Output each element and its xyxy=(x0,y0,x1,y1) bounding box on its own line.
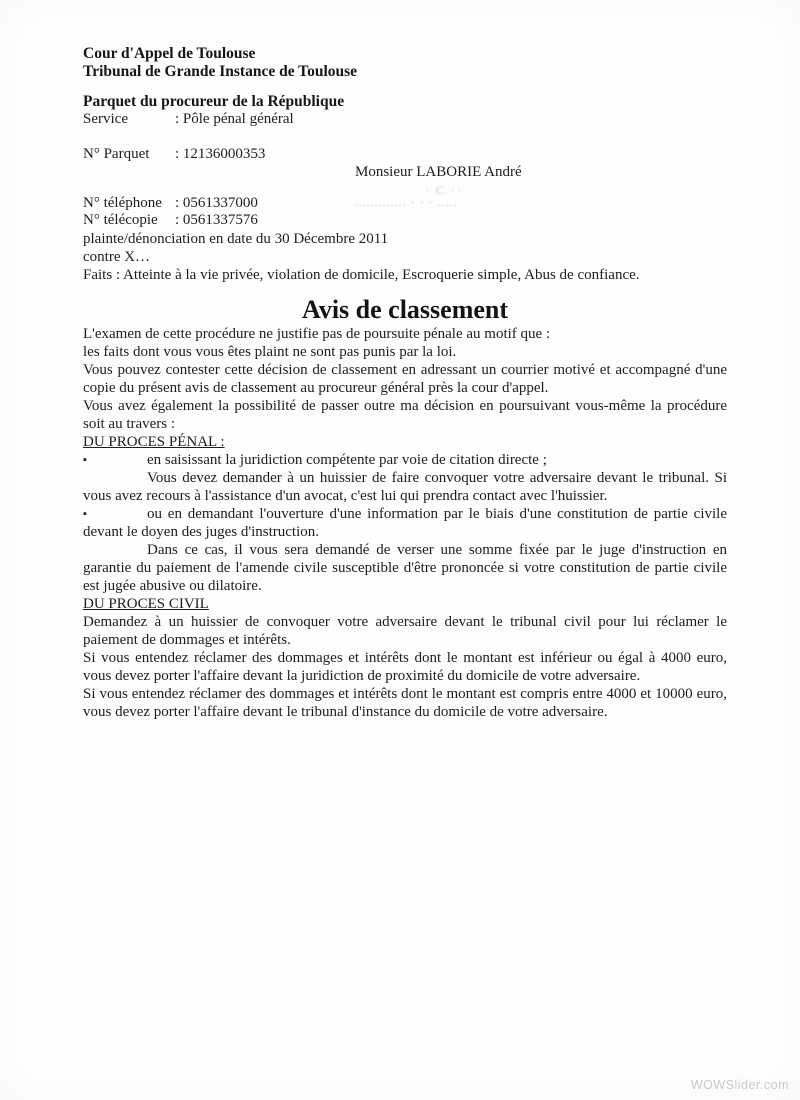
recipient-name: Monsieur LABORIE André xyxy=(355,164,522,180)
field-phone-value: : 0561337000 xyxy=(175,194,258,211)
penal-bullet-1-text: en saisissant la juridiction compétente par voie de citation directe ; xyxy=(147,451,547,468)
penal-paragraph-2: Dans ce cas, il vous sera demandé de verser une somme fixée par le juge d'instruction en garantie du paiement de l'amende civile susceptible d'être prononcée si votre constitution de partie civile est jugée abusive ou dilatoire. xyxy=(83,541,727,594)
field-parquet-value: : 12136000353 xyxy=(175,146,266,162)
penal-bullet-2 xyxy=(83,505,727,541)
against-line: contre X… xyxy=(83,248,151,265)
field-parquet-label: N° Parquet xyxy=(83,146,150,162)
recipient-block xyxy=(355,164,615,209)
facts-line: Faits : Atteinte à la vie privée, violation de domicile, Escroquerie simple, Abus de confiance. xyxy=(83,266,640,283)
bullet-square-icon: ▪ xyxy=(83,453,87,466)
field-service-value: : Pôle pénal général xyxy=(175,110,294,127)
pursue-paragraph: Vous avez également la possibilité de passer outre ma décision en poursuivant vous-même la procédure soit au travers : xyxy=(83,397,727,432)
field-service xyxy=(83,111,727,129)
field-fax-label: N° télécopie xyxy=(83,212,158,228)
motif-paragraph: les faits dont vous vous êtes plaint ne sont pas punis par la loi. xyxy=(83,343,457,360)
redacted-address-dots: ............. · · · ..... xyxy=(355,198,458,209)
document-title: Avis de classement xyxy=(301,294,509,324)
civil-paragraph-3: Si vous entendez réclamer des dommages et intérêts dont le montant est compris entre 4000 et 10000 euro, vous devez porter l'affaire devant le tribunal d'instance du domicile de votre adversaire. xyxy=(83,685,727,720)
wowslider-watermark: WOWSlider.com xyxy=(690,1078,789,1092)
civil-paragraph-2: Si vous entendez réclamer des dommages et intérêts dont le montant est inférieur ou égal à 4000 euro, vous devez porter l'affaire devant la juridiction de proximité du domicile de votre adversaire. xyxy=(83,649,727,684)
bullet-square-icon: ▪ xyxy=(83,507,87,520)
field-fax-value: : 0561337576 xyxy=(175,212,258,228)
letter-body xyxy=(83,230,727,721)
field-parquet xyxy=(83,146,727,164)
letterhead xyxy=(83,45,727,80)
redacted-address-smudge: · C ·· xyxy=(425,183,463,197)
penal-bullet-1 xyxy=(83,451,727,469)
complaint-date-line: plainte/dénonciation en date du 30 Décembre 2011 xyxy=(83,230,389,247)
field-fax xyxy=(83,212,727,230)
field-phone-label: N° téléphone xyxy=(83,194,162,211)
civil-section-heading: DU PROCES CIVIL xyxy=(83,595,209,612)
field-service-label: Service xyxy=(83,110,128,127)
penal-section-heading: DU PROCES PÉNAL : xyxy=(83,433,225,450)
penal-paragraph-1: Vous devez demander à un huissier de faire convoquer votre adversaire devant le tribunal. Si vous avez recours à l'assistance d'un avocat, c'est lui qui prendra contact avec l'huissier. xyxy=(83,469,727,504)
court-line-2: Tribunal de Grande Instance de Toulouse xyxy=(83,62,358,80)
office-name: Parquet du procureur de la République xyxy=(83,93,345,110)
contest-paragraph: Vous pouvez contester cette décision de classement en adressant un courrier motivé et accompagné d'une copie du présent avis de classement au procureur général près la cour d'appel. xyxy=(83,361,727,396)
motif-intro-paragraph: L'examen de cette procédure ne justifie pas de poursuite pénale au motif que : xyxy=(83,325,551,342)
penal-bullet-2-text: ou en demandant l'ouverture d'une information par le biais d'une constitution de partie civile devant le doyen des juges d'instruction. xyxy=(83,505,727,540)
court-line-1: Cour d'Appel de Toulouse xyxy=(83,45,256,62)
civil-paragraph-1: Demandez à un huissier de convoquer votre adversaire devant le tribunal civil pour lui réclamer le paiement de dommages et intérêts. xyxy=(83,613,727,648)
